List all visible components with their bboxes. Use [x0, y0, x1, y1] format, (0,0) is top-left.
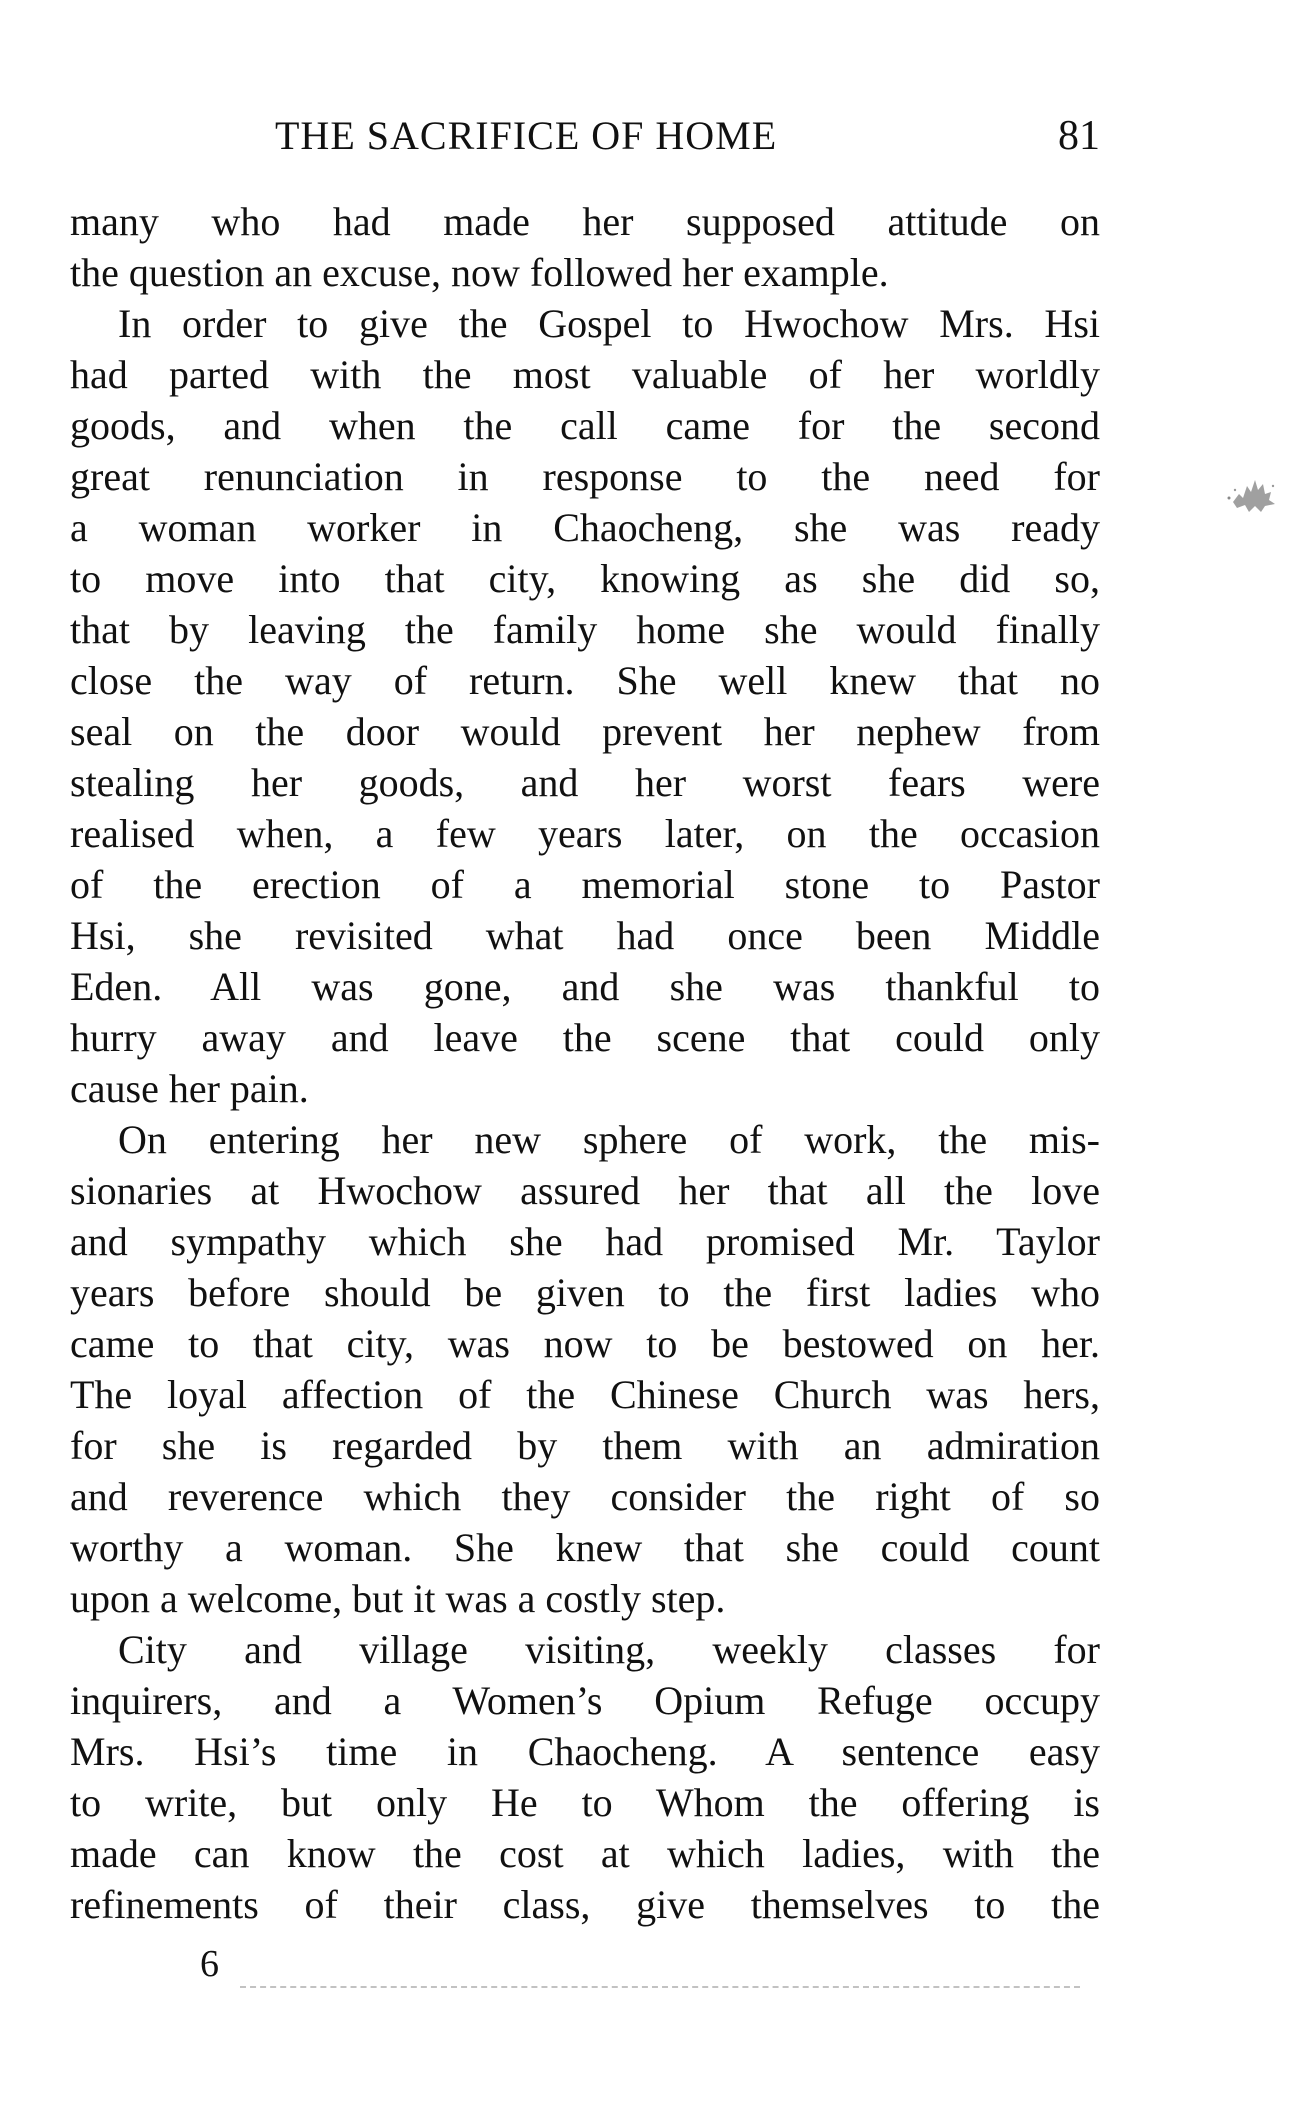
text-line: sionaries at Hwochow assured her that all the love	[70, 1168, 1100, 1213]
text-line: hurry away and leave the scene that could only	[70, 1015, 1100, 1060]
text-line: close the way of return. She well knew that no	[70, 658, 1100, 703]
text-line: great renunciation in response to the need for	[70, 454, 1100, 499]
ink-blot-icon	[1225, 472, 1277, 516]
body-text	[70, 196, 1100, 1930]
text-line: On entering her new sphere of work, the mis-	[118, 1117, 1100, 1162]
text-line: goods, and when the call came for the second	[70, 403, 1100, 448]
text-line: the question an excuse, now followed her example.	[70, 250, 889, 295]
running-title: THE SACRIFICE OF HOME	[275, 113, 778, 158]
text-line: to move into that city, knowing as she did so,	[70, 556, 1100, 601]
text-line: In order to give the Gospel to Hwochow Mrs. Hsi	[118, 301, 1100, 346]
running-head	[70, 112, 1100, 172]
text-line: and sympathy which she had promised Mr. Taylor	[70, 1219, 1100, 1264]
page-number: 81	[1058, 113, 1100, 159]
fold-rule	[240, 1986, 1080, 1990]
text-line: a woman worker in Chaocheng, she was ready	[70, 505, 1100, 550]
text-line: Eden. All was gone, and she was thankful to	[70, 964, 1100, 1009]
text-line: worthy a woman. She knew that she could count	[70, 1525, 1100, 1570]
text-line: The loyal affection of the Chinese Church was hers,	[70, 1372, 1100, 1417]
text-line: upon a welcome, but it was a costly step.	[70, 1576, 726, 1621]
text-line: City and village visiting, weekly classes for	[118, 1627, 1100, 1672]
text-line: cause her pain.	[70, 1066, 309, 1111]
text-line: to write, but only He to Whom the offering is	[70, 1780, 1100, 1825]
text-line: and reverence which they consider the right of so	[70, 1474, 1100, 1519]
text-line: realised when, a few years later, on the occasion	[70, 811, 1100, 856]
text-line: stealing her goods, and her worst fears were	[70, 760, 1100, 805]
text-line: had parted with the most valuable of her worldly	[70, 352, 1100, 397]
signature-mark: 6	[200, 1943, 219, 1985]
text-line: seal on the door would prevent her nephew from	[70, 709, 1100, 754]
text-line: years before should be given to the first ladies who	[70, 1270, 1100, 1315]
text-line: inquirers, and a Women’s Opium Refuge occupy	[70, 1678, 1100, 1723]
text-line: for she is regarded by them with an admiration	[70, 1423, 1100, 1468]
text-line: came to that city, was now to be bestowed on her.	[70, 1321, 1100, 1366]
text-line: refinements of their class, give themselves to the	[70, 1882, 1100, 1927]
text-line: Mrs. Hsi’s time in Chaocheng. A sentence easy	[70, 1729, 1100, 1774]
text-line: Hsi, she revisited what had once been Middle	[70, 913, 1100, 958]
text-line: made can know the cost at which ladies, with the	[70, 1831, 1100, 1876]
text-line: that by leaving the family home she would finally	[70, 607, 1100, 652]
text-line: of the erection of a memorial stone to Pastor	[70, 862, 1100, 907]
text-line: many who had made her supposed attitude on	[70, 199, 1100, 244]
